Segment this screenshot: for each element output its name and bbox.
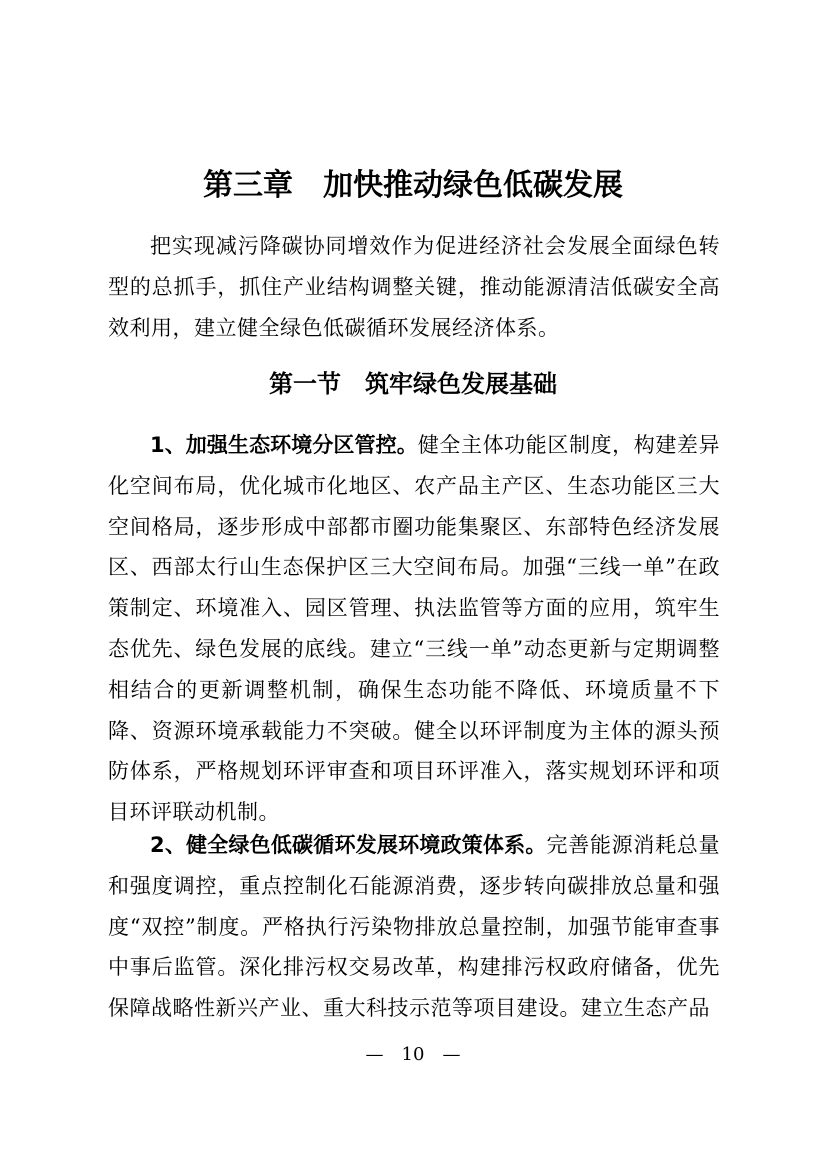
page-number: — 10 —: [365, 1044, 461, 1065]
paragraph-1-heading: 1、加强生态环境分区管控。: [150, 433, 418, 457]
chapter-title: 第三章 加快推动绿色低碳发展: [203, 168, 623, 203]
paragraph-2-heading: 2、健全绿色低碳循环发展环境政策体系。: [150, 833, 547, 857]
chapter-intro-paragraph: 把实现减污降碳协同增效作为促进经济社会发展全面绿色转型的总抓手，抓住产业结构调整关键，推动能源清洁低碳安全高效利用，建立健全绿色低碳循环发展经济体系。: [108, 234, 720, 340]
paragraph-2-text: 完善能源消耗总量和强度调控，重点控制化石能源消费，逐步转向碳排放总量和强度“双控”制度。严格执行污染物排放总量控制，加强节能审查事中事后监管。深化排污权交易改革，构建排污权政府储备，优先保障战略性新兴产业、重大科技示范等项目建设。建立生态产品: [108, 833, 720, 1021]
body-paragraph-2: [108, 825, 720, 1025]
section-title: 第一节 筑牢绿色发展基础: [269, 369, 557, 398]
paragraph-1-text: 健全主体功能区制度，构建差异化空间布局，优化城市化地区、农产品主产区、生态功能区三大空间格局，逐步形成中部都市圈功能集聚区、东部特色经济发展区、西部太行山生态保护区三大空间布局。加强“三线一单”在政策制定、环境准入、园区管理、执法监管等方面的应用，筑牢生态优先、绿色发展的底线。建立“三线一单”动态更新与定期调整相结合的更新调整机制，确保生态功能不降低、环境质量不下降、资源环境承载能力不突破。健全以环评制度为主体的源头预防体系，严格规划环评审查和项目环评准入，落实规划环评和项目环评联动机制。: [108, 433, 720, 825]
body-paragraph-1: [108, 425, 720, 833]
